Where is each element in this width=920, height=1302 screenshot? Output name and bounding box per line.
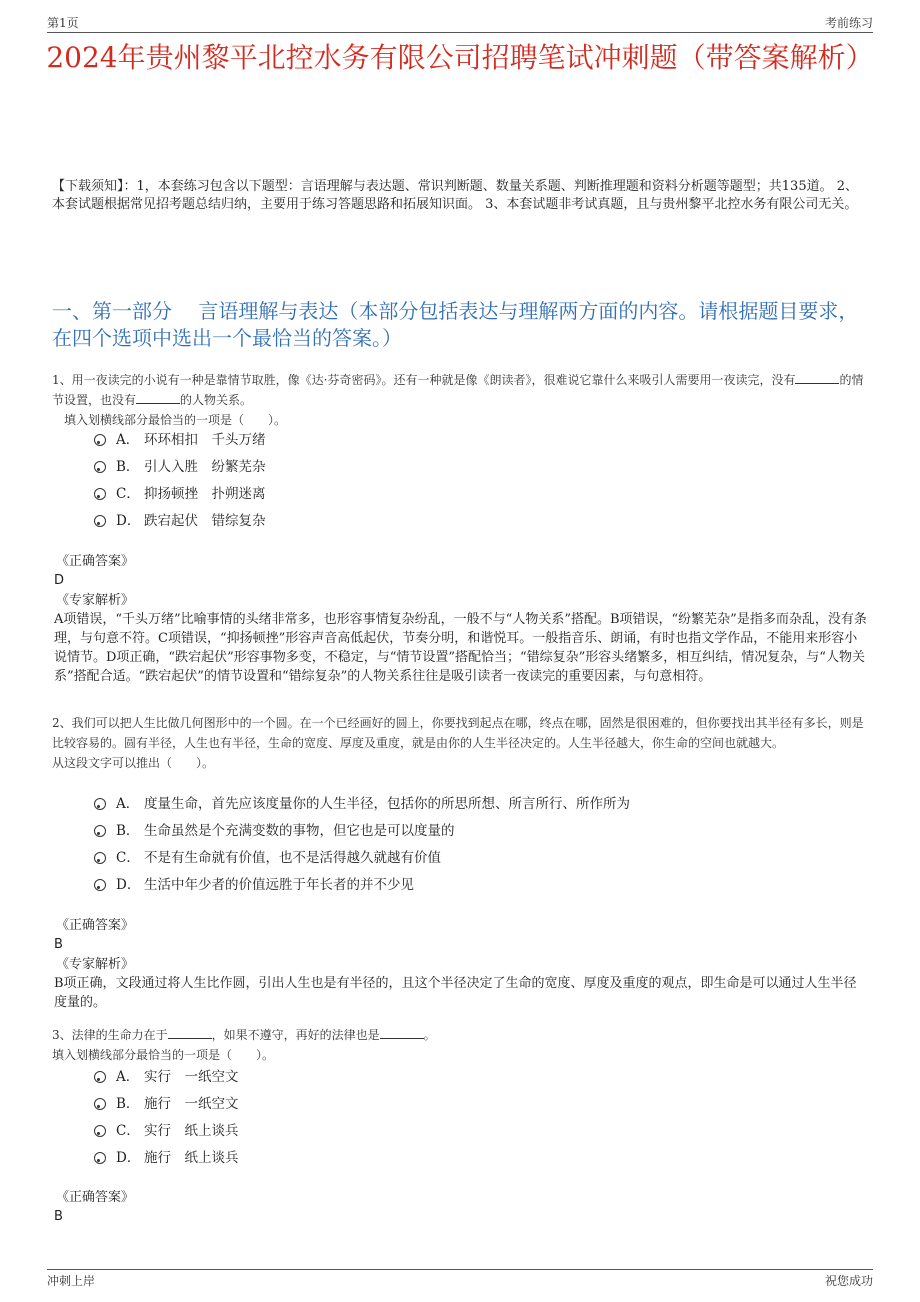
radio-icon[interactable]: [94, 1071, 106, 1083]
option-text: 施行 纸上谈兵: [144, 1150, 239, 1166]
stem-part: ，如果不遵守，再好的法律也是: [211, 1028, 380, 1042]
question-3: [52, 1025, 868, 1065]
blank-line: [795, 371, 839, 384]
radio-icon[interactable]: [94, 798, 106, 810]
option-text: 抑扬顿挫 扑朔迷离: [144, 486, 266, 502]
q1-answer: D: [54, 573, 65, 588]
option-letter: B．: [116, 1096, 140, 1112]
radio-icon[interactable]: [94, 1152, 106, 1164]
q3-option-b[interactable]: [94, 1095, 239, 1113]
q2-option-c[interactable]: [94, 849, 441, 867]
option-text: 实行 纸上谈兵: [144, 1123, 239, 1139]
q1-option-b[interactable]: [94, 458, 266, 476]
radio-icon[interactable]: [94, 825, 106, 837]
stem-part: 的人物关系。: [180, 393, 253, 407]
answer-label: 《正确答案》: [56, 1190, 135, 1205]
radio-icon[interactable]: [94, 852, 106, 864]
analysis-label: 《专家解析》: [56, 957, 135, 972]
page-number: 第1页: [47, 16, 79, 30]
option-text: 生命虽然是个充满变数的事物，但它也是可以度量的: [144, 823, 455, 839]
option-text: 引人入胜 纷繁芜杂: [144, 459, 266, 475]
q3-option-a[interactable]: [94, 1068, 239, 1086]
footer-divider: [47, 1269, 873, 1270]
option-text: 不是有生命就有价值，也不是活得越久就越有价值: [144, 850, 441, 866]
radio-icon[interactable]: [94, 1098, 106, 1110]
option-letter: A．: [116, 1069, 140, 1085]
q1-analysis: A项错误，“千头万绪”比喻事情的头绪非常多，也形容事情复杂纷乱，一般不与“人物关系”搭配。B项错误，“纷繁芜杂”是指多而杂乱，没有条理，与句意不符。C项错误，“抑扬顿挫”形容声音高低起伏，节奏分明，和谐悦耳。一般指音乐、朗诵，有时也指文学作品，不能用来形容小说情节。D项正确，“跌宕起伏”形容事物多变，不稳定，与“情节设置”搭配恰当；“错综复杂”形容头绪繁多，相互纠结，情况复杂，与“人物关系”搭配合适。“跌宕起伏”的情节设置和“错综复杂”的人物关系往往是吸引读者一夜读完的重要因素，与句意相符。: [54, 612, 867, 684]
q3-option-c[interactable]: [94, 1122, 239, 1140]
blank-line: [168, 1026, 212, 1039]
q2-option-a[interactable]: [94, 795, 630, 813]
option-text: 施行 一纸空文: [144, 1096, 239, 1112]
page-footer: [47, 1272, 873, 1290]
question-1-stem: [52, 370, 868, 410]
option-text: 环环相扣 千头万绪: [144, 432, 266, 448]
radio-icon[interactable]: [94, 488, 106, 500]
option-letter: B．: [116, 459, 140, 475]
blank-line: [380, 1026, 424, 1039]
option-letter: C．: [116, 850, 140, 866]
option-letter: D．: [116, 877, 141, 893]
section-heading: 一、第一部分 言语理解与表达（本部分包括表达与理解两方面的内容。请根据题目要求，在四个选项中选出一个最恰当的答案。）: [52, 299, 859, 350]
header-label: 考前练习: [824, 16, 873, 30]
stem-part: 。: [423, 1028, 436, 1042]
option-letter: C．: [116, 486, 140, 502]
q1-option-d[interactable]: [94, 512, 266, 530]
radio-icon[interactable]: [94, 434, 106, 446]
stem-part: 3、法律的生命力在于: [52, 1028, 168, 1042]
stem-part: 1、用一夜读完的小说有一种是靠情节取胜，像《达·芬奇密码》。还有一种就是像《朗读者》，很难说它靠什么来吸引人需要用一夜读完，没有: [52, 373, 796, 387]
question-1-prompt: 填入划横线部分最恰当的一项是（ ）。: [64, 413, 287, 427]
option-text: 度量生命，首先应该度量你的人生半径，包括你的所思所想、所言所行、所作所为: [144, 796, 630, 812]
option-letter: A．: [116, 796, 140, 812]
analysis-label: 《专家解析》: [56, 593, 135, 608]
document-title: 2024年贵州黎平北控水务有限公司招聘笔试冲刺题（带答案解析）: [46, 41, 874, 74]
option-text: 实行 一纸空文: [144, 1069, 239, 1085]
download-notice: 【下载须知】：1，本套练习包含以下题型：言语理解与表达题、常识判断题、数量关系题、判断推理题和资料分析题等题型；共135道。 2、本套试题根据常见招考题总结归纳，主要用于练习答题思路和拓展知识面。 3、本套试题非考试真题，且与贵州黎平北控水务有限公司无关。: [52, 179, 858, 212]
question-3-stem: [52, 1025, 868, 1045]
question-2-stem: 2、我们可以把人生比做几何图形中的一个圆。在一个已经画好的圆上，你要找到起点在哪，终点在哪，固然是很困难的，但你要找出其半径有多长，则是比较容易的。圆有半径，人生也有半径，生命的宽度、厚度及重度，就是由你的人生半径决定的。人生半径越大，你生命的空间也就越大。: [52, 716, 864, 750]
answer-label: 《正确答案》: [56, 554, 135, 569]
option-letter: B．: [116, 823, 140, 839]
footer-right: 祝您成功: [824, 1274, 873, 1288]
question-1: [52, 370, 868, 430]
question-2-prompt: 从这段文字可以推出（ ）。: [52, 756, 215, 770]
blank-line: [136, 391, 180, 404]
q2-option-b[interactable]: [94, 822, 455, 840]
option-letter: D．: [116, 513, 141, 529]
q2-option-d[interactable]: [94, 876, 414, 894]
q2-analysis: B项正确，文段通过将人生比作圆，引出人生也是有半径的，且这个半径决定了生命的宽度、厚度及重度的观点，即生命是可以通过人生半径度量的。: [54, 976, 857, 1010]
q1-option-c[interactable]: [94, 485, 266, 503]
q2-answer: B: [54, 937, 63, 952]
answer-label: 《正确答案》: [56, 918, 135, 933]
radio-icon[interactable]: [94, 1125, 106, 1137]
question-2: [52, 713, 868, 773]
option-letter: D．: [116, 1150, 141, 1166]
q1-option-a[interactable]: [94, 431, 266, 449]
stem-part: 的情节设置，也没有: [52, 373, 864, 407]
radio-icon[interactable]: [94, 515, 106, 527]
radio-icon[interactable]: [94, 461, 106, 473]
header-divider: [47, 32, 873, 33]
page-header: [47, 14, 873, 32]
radio-icon[interactable]: [94, 879, 106, 891]
option-text: 生活中年少者的价值远胜于年长者的并不少见: [144, 877, 414, 893]
option-letter: A．: [116, 432, 140, 448]
footer-left: 冲刺上岸: [47, 1274, 96, 1288]
question-3-prompt: 填入划横线部分最恰当的一项是（ ）。: [52, 1048, 275, 1062]
option-text: 跌宕起伏 错综复杂: [144, 513, 266, 529]
option-letter: C．: [116, 1123, 140, 1139]
q3-option-d[interactable]: [94, 1149, 239, 1167]
q3-answer: B: [54, 1209, 63, 1224]
